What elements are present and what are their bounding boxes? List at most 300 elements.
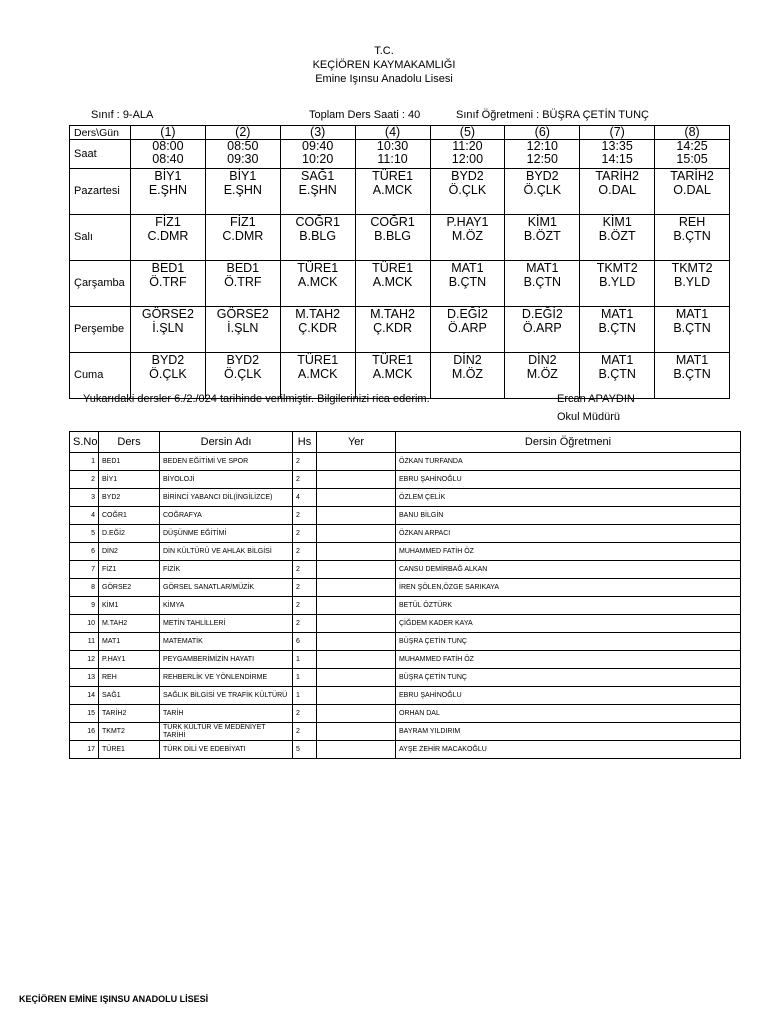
lesson-teacher: Ç.KDR — [298, 321, 338, 335]
lesson-code: TÜRE1 — [297, 261, 339, 275]
day-label: Çarşamba — [70, 261, 131, 307]
day-row — [70, 215, 730, 261]
lesson-cell — [205, 215, 280, 261]
lesson-cell — [280, 215, 355, 261]
lesson-name: PEYGAMBERİMİZİN HAYATI — [160, 651, 293, 669]
lesson-place — [317, 453, 396, 471]
lesson-cell — [430, 169, 505, 215]
lesson-code: MAT1 — [600, 307, 634, 321]
lesson-no: 2 — [70, 471, 99, 489]
lesson-row — [70, 741, 741, 759]
period-number: (1) — [131, 126, 206, 140]
lesson-code: BİY1 — [154, 169, 182, 183]
lesson-no: 1 — [70, 453, 99, 471]
day-row — [70, 353, 730, 399]
lesson-hours: 1 — [293, 669, 317, 687]
lesson-teacher: BÜŞRA ÇETİN TUNÇ — [396, 669, 741, 687]
lesson-row — [70, 561, 741, 579]
schedule-note: Yukarıdaki dersler 6./2./024 tarihinde verilmiştir. Bilgilerinizi rica ederim. — [83, 393, 430, 405]
lesson-teacher: C.DMR — [222, 229, 264, 243]
total-hours-value: 40 — [408, 109, 421, 121]
lesson-teacher: B.ÇTN — [673, 367, 711, 381]
period-time — [430, 140, 505, 169]
lesson-code: MAT1 — [99, 633, 160, 651]
lesson-hours: 5 — [293, 741, 317, 759]
lesson-code: GÖRSE2 — [141, 307, 194, 321]
lesson-row — [70, 489, 741, 507]
lesson-place — [317, 561, 396, 579]
lesson-no: 4 — [70, 507, 99, 525]
lesson-no: 8 — [70, 579, 99, 597]
lesson-row — [70, 525, 741, 543]
lessons-header-row — [70, 432, 741, 453]
lesson-code: COĞR1 — [295, 215, 340, 229]
lesson-teacher: ÖZKAN ARPACI — [396, 525, 741, 543]
lesson-row — [70, 507, 741, 525]
day-row — [70, 261, 730, 307]
period-number: (5) — [430, 126, 505, 140]
lesson-code: KİM1 — [527, 215, 557, 229]
header-name: Dersin Adı — [160, 432, 293, 453]
lesson-cell — [280, 353, 355, 399]
lesson-teacher: BANU BİLGİN — [396, 507, 741, 525]
lesson-code: SAĞ1 — [301, 169, 335, 183]
lesson-code: FİZ1 — [155, 215, 181, 229]
lesson-cell — [355, 261, 430, 307]
lesson-row — [70, 705, 741, 723]
lesson-code: BİY1 — [229, 169, 257, 183]
lesson-no: 15 — [70, 705, 99, 723]
lesson-teacher: AYŞE ZEHİR MACAKOĞLU — [396, 741, 741, 759]
lesson-row — [70, 615, 741, 633]
lesson-teacher: Ö.ARP — [522, 321, 562, 335]
lesson-name: METİN TAHLİLLERİ — [160, 615, 293, 633]
lesson-code: BED1 — [151, 261, 185, 275]
period-time — [131, 140, 206, 169]
lesson-place — [317, 723, 396, 741]
period-number-row — [70, 126, 730, 140]
period-start: 08:50 — [227, 139, 259, 153]
lesson-no: 14 — [70, 687, 99, 705]
lesson-no: 17 — [70, 741, 99, 759]
period-end: 14:15 — [601, 152, 633, 166]
lesson-code: TÜRE1 — [372, 353, 414, 367]
lesson-code: TÜRE1 — [372, 261, 414, 275]
lesson-teacher: A.MCK — [372, 367, 413, 381]
time-row — [70, 140, 730, 169]
day-row — [70, 307, 730, 353]
lesson-teacher: ÖZKAN TURFANDA — [396, 453, 741, 471]
lesson-cell — [505, 261, 580, 307]
lesson-code: COĞR1 — [99, 507, 160, 525]
lesson-code: M.TAH2 — [99, 615, 160, 633]
lesson-cell — [131, 353, 206, 399]
header-line-2: KEÇİÖREN KAYMAKAMLIĞI — [312, 59, 456, 71]
lesson-teacher: O.DAL — [598, 183, 636, 197]
lesson-hours: 2 — [293, 453, 317, 471]
lesson-code: M.TAH2 — [370, 307, 416, 321]
lesson-name: FİZİK — [160, 561, 293, 579]
period-end: 11:10 — [377, 152, 408, 166]
lesson-cell — [505, 169, 580, 215]
corner-label: Ders\Gün — [70, 126, 131, 140]
total-hours-label: Toplam Ders Saati : — [309, 109, 405, 121]
lesson-hours: 2 — [293, 723, 317, 741]
lesson-code: TKMT2 — [671, 261, 713, 275]
lesson-hours: 2 — [293, 543, 317, 561]
lesson-code: BED1 — [226, 261, 260, 275]
lesson-teacher: BAYRAM YILDIRIM — [396, 723, 741, 741]
class-teacher-value: BÜŞRA ÇETİN TUNÇ — [542, 109, 649, 121]
lesson-cell — [580, 261, 655, 307]
class-value: 9-ALA — [122, 109, 154, 121]
lesson-no: 9 — [70, 597, 99, 615]
lesson-code: P.HAY1 — [99, 651, 160, 669]
lesson-code: BYD2 — [226, 353, 260, 367]
lesson-code: MAT1 — [600, 353, 634, 367]
lesson-teacher: B.BLG — [374, 229, 411, 243]
class-info — [91, 109, 153, 121]
lesson-cell — [655, 215, 730, 261]
lesson-teacher: Ö.TRF — [149, 275, 187, 289]
lesson-code: FİZ1 — [229, 215, 256, 229]
lesson-teacher: B.ÇTN — [673, 229, 711, 243]
lesson-code: BED1 — [99, 453, 160, 471]
lesson-name: MATEMATİK — [160, 633, 293, 651]
lesson-cell — [505, 307, 580, 353]
lesson-code: BYD2 — [451, 169, 484, 183]
lesson-cell — [280, 307, 355, 353]
lesson-hours: 2 — [293, 579, 317, 597]
lesson-code: GÖRSE2 — [99, 579, 160, 597]
period-start: 13:35 — [601, 139, 633, 153]
lesson-cell — [430, 261, 505, 307]
lesson-teacher: B.ÇTN — [598, 321, 636, 335]
lesson-cell — [580, 307, 655, 353]
lesson-code: REH — [678, 215, 706, 229]
lesson-teacher: Ö.ÇLK — [448, 183, 487, 197]
lesson-teacher: A.MCK — [297, 367, 338, 381]
principal-title: Okul Müdürü — [557, 411, 620, 423]
time-row-label: Saat — [70, 140, 131, 169]
lesson-code: MAT1 — [675, 353, 709, 367]
lesson-cell — [131, 307, 206, 353]
lesson-hours: 6 — [293, 633, 317, 651]
lesson-cell — [205, 261, 280, 307]
lesson-code: TARİH2 — [595, 169, 639, 183]
lesson-place — [317, 489, 396, 507]
lesson-name: REHBERLİK VE YÖNLENDİRME — [160, 669, 293, 687]
lesson-place — [317, 633, 396, 651]
lesson-row — [70, 579, 741, 597]
lesson-teacher: Ö.ÇLK — [224, 367, 262, 381]
lesson-code: BİY1 — [99, 471, 160, 489]
lesson-name: BİYOLOJİ — [160, 471, 293, 489]
principal-name: Ercan APAYDIN — [557, 393, 635, 405]
lesson-teacher: MUHAMMED FATİH ÖZ — [396, 543, 741, 561]
footer-school-name: KEÇİÖREN EMİNE IŞINSU ANADOLU LİSESİ — [19, 994, 209, 1004]
lesson-cell — [355, 307, 430, 353]
lesson-cell — [205, 169, 280, 215]
lesson-code: D.EĞİ2 — [99, 525, 160, 543]
lesson-row — [70, 597, 741, 615]
period-time — [355, 140, 430, 169]
lesson-hours: 1 — [293, 651, 317, 669]
lesson-code: BYD2 — [525, 169, 559, 183]
lesson-place — [317, 615, 396, 633]
day-label: Salı — [70, 215, 131, 261]
period-number: (8) — [655, 126, 730, 140]
lesson-code: DİN2 — [99, 543, 160, 561]
lesson-place — [317, 705, 396, 723]
lesson-cell — [430, 353, 505, 399]
lesson-place — [317, 543, 396, 561]
lesson-cell — [280, 169, 355, 215]
lesson-cell — [655, 169, 730, 215]
lesson-no: 13 — [70, 669, 99, 687]
day-label: Pazartesi — [70, 169, 131, 215]
lesson-name: TARİH — [160, 705, 293, 723]
lesson-teacher: B.YLD — [599, 275, 636, 289]
period-end: 08:40 — [152, 152, 184, 166]
lesson-hours: 2 — [293, 597, 317, 615]
day-label: Perşembe — [70, 307, 131, 353]
lesson-code: TKMT2 — [596, 261, 638, 275]
period-end: 12:00 — [451, 152, 484, 166]
lesson-teacher: İ.ŞLN — [227, 321, 259, 335]
lesson-code: MAT1 — [526, 261, 559, 275]
lesson-hours: 1 — [293, 687, 317, 705]
period-time — [280, 140, 355, 169]
lesson-place — [317, 471, 396, 489]
lesson-name: BEDEN EĞİTİMİ VE SPOR — [160, 453, 293, 471]
lesson-teacher: B.BLG — [299, 229, 337, 243]
period-number: (2) — [205, 126, 280, 140]
period-time — [655, 140, 730, 169]
lesson-row — [70, 723, 741, 741]
class-teacher-label: Sınıf Öğretmeni : — [456, 109, 540, 121]
lesson-no: 12 — [70, 651, 99, 669]
lesson-cell — [280, 261, 355, 307]
lesson-hours: 2 — [293, 705, 317, 723]
lesson-teacher: ÇİĞDEM KADER KAYA — [396, 615, 741, 633]
lesson-place — [317, 651, 396, 669]
lesson-teacher: ÖZLEM ÇELİK — [396, 489, 741, 507]
lesson-code: SAĞ1 — [99, 687, 160, 705]
header-sno: S.No — [70, 432, 99, 453]
lesson-teacher: M.ÖZ — [526, 367, 558, 381]
lesson-code: M.TAH2 — [295, 307, 341, 321]
lesson-code: REH — [99, 669, 160, 687]
lesson-name: DÜŞÜNME EĞİTİMİ — [160, 525, 293, 543]
lesson-teacher: İ.ŞLN — [152, 321, 184, 335]
header-hours: Hs — [293, 432, 317, 453]
lesson-cell — [131, 169, 206, 215]
lesson-cell — [205, 353, 280, 399]
lesson-hours: 4 — [293, 489, 317, 507]
lesson-row — [70, 543, 741, 561]
period-start: 09:40 — [302, 139, 334, 153]
period-start: 12:10 — [526, 139, 558, 153]
lesson-teacher: M.ÖZ — [451, 367, 484, 381]
lesson-name: SAĞLIK BİLGİSİ VE TRAFİK KÜLTÜRÜ — [160, 687, 293, 705]
lesson-code: COĞR1 — [370, 215, 415, 229]
lesson-hours: 2 — [293, 525, 317, 543]
period-number: (3) — [280, 126, 355, 140]
lesson-teacher: B.ÖZT — [598, 229, 636, 243]
lesson-teacher: EBRU ŞAHİNOĞLU — [396, 471, 741, 489]
lesson-cell — [655, 307, 730, 353]
lesson-teacher: A.MCK — [297, 275, 338, 289]
lesson-cell — [505, 353, 580, 399]
class-teacher-info — [456, 109, 649, 121]
lesson-no: 3 — [70, 489, 99, 507]
period-number: (7) — [580, 126, 655, 140]
lesson-no: 7 — [70, 561, 99, 579]
period-start: 14:25 — [676, 139, 708, 153]
lesson-teacher: Ç.KDR — [373, 321, 413, 335]
lesson-hours: 2 — [293, 615, 317, 633]
lesson-code: KİM1 — [99, 597, 160, 615]
lesson-teacher: BETÜL ÖZTÜRK — [396, 597, 741, 615]
lesson-code: MAT1 — [675, 307, 709, 321]
lesson-no: 16 — [70, 723, 99, 741]
lesson-code: D.EĞİ2 — [446, 307, 488, 321]
lesson-teacher: E.ŞHN — [298, 183, 337, 197]
lesson-code: DİN2 — [453, 353, 482, 367]
lesson-code: FİZ1 — [99, 561, 160, 579]
lesson-teacher: Ö.ÇLK — [149, 367, 187, 381]
period-time — [505, 140, 580, 169]
lesson-place — [317, 525, 396, 543]
lesson-name: BİRİNCİ YABANCI DİL(İNGİLİZCE) — [160, 489, 293, 507]
lesson-place — [317, 669, 396, 687]
lesson-teacher: CANSU DEMİRBAĞ ALKAN — [396, 561, 741, 579]
lesson-teacher: B.ÇTN — [523, 275, 562, 289]
lesson-place — [317, 687, 396, 705]
header-place: Yer — [317, 432, 396, 453]
lesson-code: GÖRSE2 — [216, 307, 269, 321]
lesson-place — [317, 507, 396, 525]
lesson-cell — [205, 307, 280, 353]
lesson-teacher: B.ÇTN — [598, 367, 636, 381]
lesson-teacher: A.MCK — [372, 275, 413, 289]
lesson-code: TÜRE1 — [297, 353, 339, 367]
lesson-teacher: E.ŞHN — [223, 183, 262, 197]
lesson-no: 10 — [70, 615, 99, 633]
period-time — [580, 140, 655, 169]
lesson-code: D.EĞİ2 — [521, 307, 563, 321]
lesson-row — [70, 471, 741, 489]
lesson-teacher: EBRU ŞAHİNOĞLU — [396, 687, 741, 705]
lesson-code: TARİH2 — [670, 169, 714, 183]
period-end: 10:20 — [302, 152, 334, 166]
period-number: (6) — [505, 126, 580, 140]
lessons-table — [69, 431, 741, 759]
lesson-hours: 2 — [293, 471, 317, 489]
lesson-teacher: B.ÖZT — [523, 229, 561, 243]
lesson-no: 6 — [70, 543, 99, 561]
lesson-code: TKMT2 — [99, 723, 160, 741]
period-start: 11:20 — [452, 139, 483, 153]
lesson-cell — [430, 307, 505, 353]
lesson-cell — [355, 215, 430, 261]
lesson-code: BYD2 — [151, 353, 185, 367]
lesson-teacher: E.ŞHN — [148, 183, 188, 197]
lesson-cell — [430, 215, 505, 261]
lesson-no: 5 — [70, 525, 99, 543]
period-number: (4) — [355, 126, 430, 140]
lesson-teacher: ORHAN DAL — [396, 705, 741, 723]
lesson-cell — [580, 169, 655, 215]
day-label: Cuma — [70, 353, 131, 399]
lesson-teacher: B.ÇTN — [673, 321, 711, 335]
header-code: Ders — [99, 432, 160, 453]
lesson-row — [70, 651, 741, 669]
lesson-hours: 2 — [293, 561, 317, 579]
lesson-teacher: MUHAMMED FATİH ÖZ — [396, 651, 741, 669]
lesson-cell — [355, 353, 430, 399]
period-end: 15:05 — [676, 152, 708, 166]
lesson-place — [317, 741, 396, 759]
lesson-code: TARİH2 — [99, 705, 160, 723]
lesson-row — [70, 669, 741, 687]
weekly-schedule-table — [69, 125, 730, 399]
period-end: 12:50 — [526, 152, 558, 166]
period-end: 09:30 — [227, 152, 259, 166]
lesson-hours: 2 — [293, 507, 317, 525]
period-start: 08:00 — [152, 139, 184, 153]
lesson-code: TÜRE1 — [99, 741, 160, 759]
period-time — [205, 140, 280, 169]
header-school-name: Emine Işınsu Anadolu Lisesi — [315, 73, 453, 85]
lesson-code: P.HAY1 — [446, 215, 489, 229]
lesson-cell — [580, 353, 655, 399]
lesson-teacher: A.MCK — [372, 183, 413, 197]
lesson-cell — [131, 215, 206, 261]
lesson-teacher: M.ÖZ — [451, 229, 484, 243]
lesson-code: BYD2 — [99, 489, 160, 507]
lesson-teacher: O.DAL — [673, 183, 711, 197]
class-label: Sınıf : — [91, 109, 120, 121]
lesson-no: 11 — [70, 633, 99, 651]
lesson-cell — [655, 261, 730, 307]
lesson-teacher: B.ÇTN — [448, 275, 487, 289]
lesson-cell — [580, 215, 655, 261]
lesson-teacher: Ö.ÇLK — [523, 183, 562, 197]
lesson-code: DİN2 — [528, 353, 557, 367]
lesson-teacher: C.DMR — [147, 229, 189, 243]
lesson-cell — [131, 261, 206, 307]
lesson-teacher: Ö.ARP — [447, 321, 487, 335]
lesson-code: MAT1 — [451, 261, 484, 275]
lesson-name: TÜRK DİLİ VE EDEBİYATI — [160, 741, 293, 759]
lesson-name: DİN KÜLTÜRÜ VE AHLAK BİLGİSİ — [160, 543, 293, 561]
lesson-name: COĞRAFYA — [160, 507, 293, 525]
lesson-place — [317, 597, 396, 615]
total-hours-info — [309, 109, 420, 121]
lesson-name: GÖRSEL SANATLAR/MÜZİK — [160, 579, 293, 597]
lesson-teacher: B.YLD — [673, 275, 711, 289]
lesson-teacher: BÜŞRA ÇETİN TUNÇ — [396, 633, 741, 651]
lesson-name: KİMYA — [160, 597, 293, 615]
lesson-row — [70, 453, 741, 471]
lesson-place — [317, 579, 396, 597]
lesson-code: KİM1 — [602, 215, 632, 229]
lesson-teacher: İREN ŞÖLEN,ÖZGE SARIKAYA — [396, 579, 741, 597]
lesson-teacher: Ö.TRF — [224, 275, 262, 289]
lesson-cell — [655, 353, 730, 399]
